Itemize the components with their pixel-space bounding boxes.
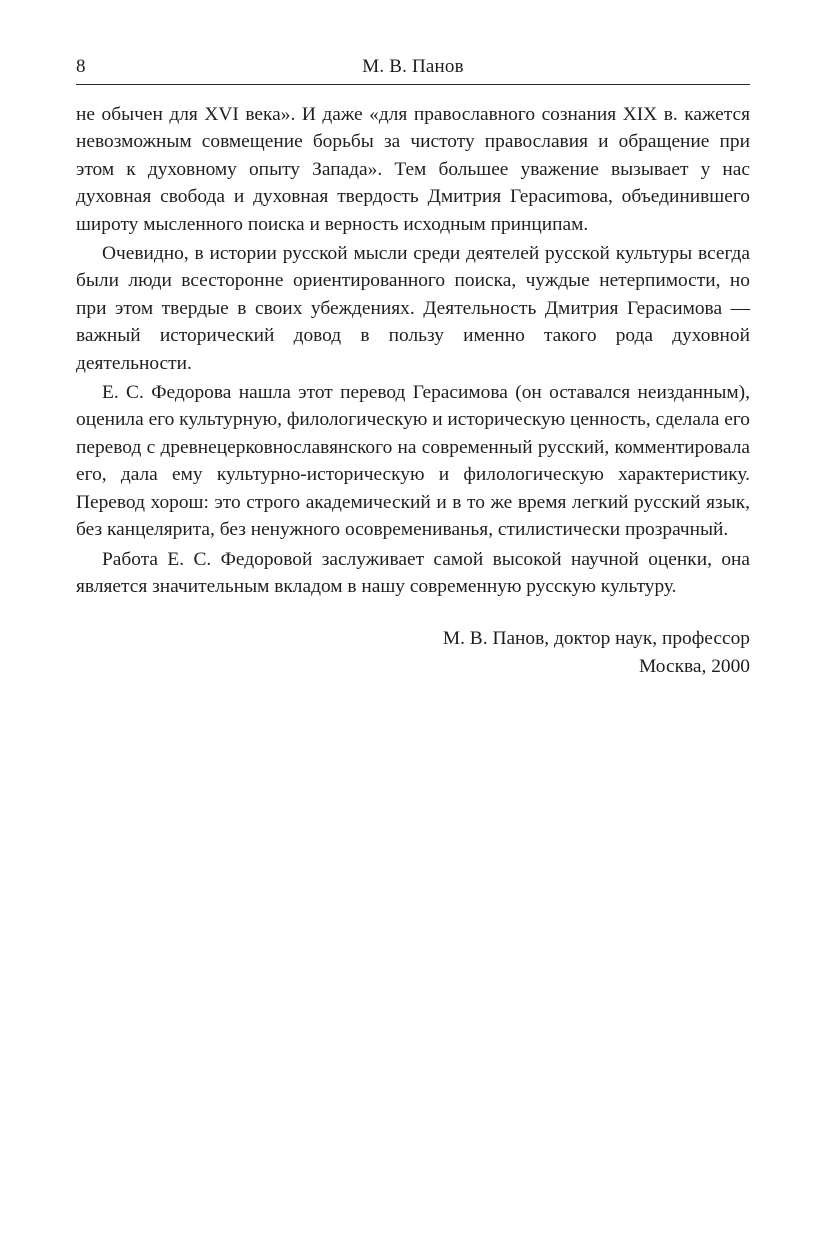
page-header bbox=[76, 48, 750, 85]
signature-author: М. В. Панов, доктор наук, профессор bbox=[442, 628, 750, 650]
running-head: М. В. Панов bbox=[362, 56, 464, 77]
paragraph: не обычен для XVI века». И даже «для православного сознания XIX в. кажется невозможным совмещение борьбы за чистоту православия и обращение при этом к духовному опыту Запада». Тем большее уважение вызывает у нас духовная свобода и духовная твердость Дмитрия Герасиmова, объединившего широту мысленного поиска и верность исходным принципам. bbox=[76, 104, 750, 235]
paragraph: Е. С. Федорова нашла этот перевод Герасимова (он оставался неизданным), оценила его культурную, филологическую и историческую ценность, сделала его перевод с древнецерковнославянского на современный русский, комментировала его, дала ему культурно-историческую и филологическую характеристику. Перевод хорош: это строго академический и в то же время легкий русский язык, без канцелярита, без ненужного осовремениванья, стилистически прозрачный. bbox=[76, 382, 750, 541]
paragraph: Работа Е. С. Федоровой заслуживает самой высокой научной оценки, она является значительным вкладом в нашу современную русскую культуру. bbox=[76, 548, 750, 597]
signature-place-date: Москва, 2000 bbox=[639, 655, 750, 677]
body-text bbox=[76, 101, 750, 600]
book-page bbox=[76, 48, 750, 680]
paragraph: Очевидно, в истории русской мысли среди деятелей русской культуры всегда были люди всесторонне ориентированного поиска, чуждые нетерпимости, но при этом твердые в своих убеждениях. Деятельность Дмитрия Герасимова — важный исторический довод в пользу именно такого рода духовной деятельности. bbox=[76, 243, 750, 374]
page-number: 8 bbox=[76, 56, 86, 77]
signature-block bbox=[76, 625, 750, 680]
